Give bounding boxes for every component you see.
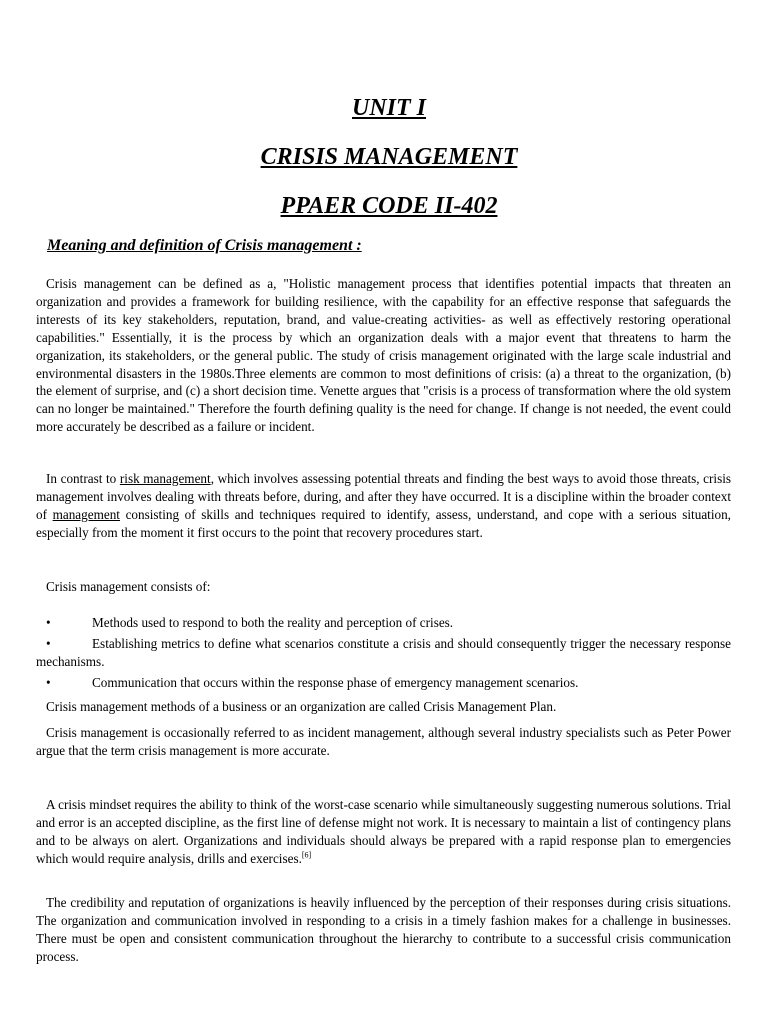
bullet-icon: • bbox=[46, 615, 51, 630]
bullet-icon: • bbox=[46, 636, 51, 651]
unit-title: UNIT I bbox=[351, 95, 426, 121]
list-item-text: Methods used to respond to both the reality and perception of crises. bbox=[92, 615, 454, 630]
p2-text-b: , which involves assessing potential threats and finding the best ways to avoid those threats, crisis management involves dealing with threats before, during, and after they have occurred. It is a discipline within the broader context of bbox=[36, 471, 732, 522]
paragraph-management-plan: Crisis management methods of a business or an organization are called Crisis Management Plan. bbox=[46, 699, 557, 714]
paragraph-credibility: The credibility and reputation of organizations is heavily influenced by the perception of their responses during crisis situations. The organization and communication involved in responding to a crisis in a timely fashion makes for a challenge in businesses. There must be open and consistent communication throughout the hierarchy to contribute to a successful crisis communication process. bbox=[36, 895, 731, 964]
paragraph-crisis-mindset bbox=[36, 796, 731, 868]
paragraph-consists-of: Crisis management consists of: bbox=[46, 579, 211, 594]
list-item-text: Communication that occurs within the response phase of emergency management scenarios. bbox=[92, 675, 579, 690]
p2-text-c: consisting of skills and techniques required to identify, assess, understand, and cope with a serious situation, especially from the moment it first occurs to the point that recovery procedures start. bbox=[36, 506, 731, 540]
section-heading: Meaning and definition of Crisis management : bbox=[47, 237, 362, 254]
risk-management-link[interactable]: risk management bbox=[119, 471, 211, 486]
subject-title: CRISIS MANAGEMENT bbox=[260, 144, 518, 170]
list-item-text: Establishing metrics to define what scenarios constitute a crisis and should consequently trigger the necessary response mechanisms. bbox=[36, 636, 731, 669]
paragraph-incident-management: Crisis management is occasionally referred to as incident management, although several industry specialists such as Peter Power argue that the term crisis management is more accurate. bbox=[36, 725, 731, 758]
paragraph-definition: Crisis management can be defined as a, "Holistic management process that identifies potential impacts that threaten an organization and provides a framework for building resilience, with the capability for an effective response that safeguards the interests of its key stakeholders, reputation, brand, and value-creating activities- as well as effectively restoring operational capabilities." Essentially, it is the process by which an organization deals with a major event that threatens to harm the organization, its stakeholders, or the general public. The study of crisis management originated with the large scale industrial and environmental disasters in the 1980s.Three elements are common to most definitions of crisis: (a) a threat to the organization, (b) the element of surprise, and (c) a short decision time. Venette argues that "crisis is a process of transformation where the old system can no longer be maintained." Therefore the fourth defining quality is the need for change. If change is not needed, the event could more accurately be described as a failure or incident. bbox=[36, 276, 731, 435]
bullet-icon: • bbox=[46, 675, 51, 690]
p2-text-a: In contrast to bbox=[46, 471, 120, 486]
list-item bbox=[36, 674, 731, 692]
management-link[interactable]: management bbox=[52, 506, 120, 522]
citation-reference[interactable]: [6] bbox=[301, 850, 312, 860]
paragraph-risk-management bbox=[36, 470, 731, 542]
p6-text: A crisis mindset requires the ability to think of the worst-case scenario while simultaneously suggesting numerous solutions. Trial and error is an accepted discipline, as the first line of defense might not work. It is necessary to maintain a list of contingency plans and to be always on alert. Organizations and individuals should always be prepared with a rapid response plan to emergencies which would require analysis, drills and exercises. bbox=[36, 797, 731, 866]
paper-code-title: PPAER CODE II-402 bbox=[280, 193, 498, 219]
list-item bbox=[36, 614, 731, 632]
list-item bbox=[36, 635, 731, 671]
